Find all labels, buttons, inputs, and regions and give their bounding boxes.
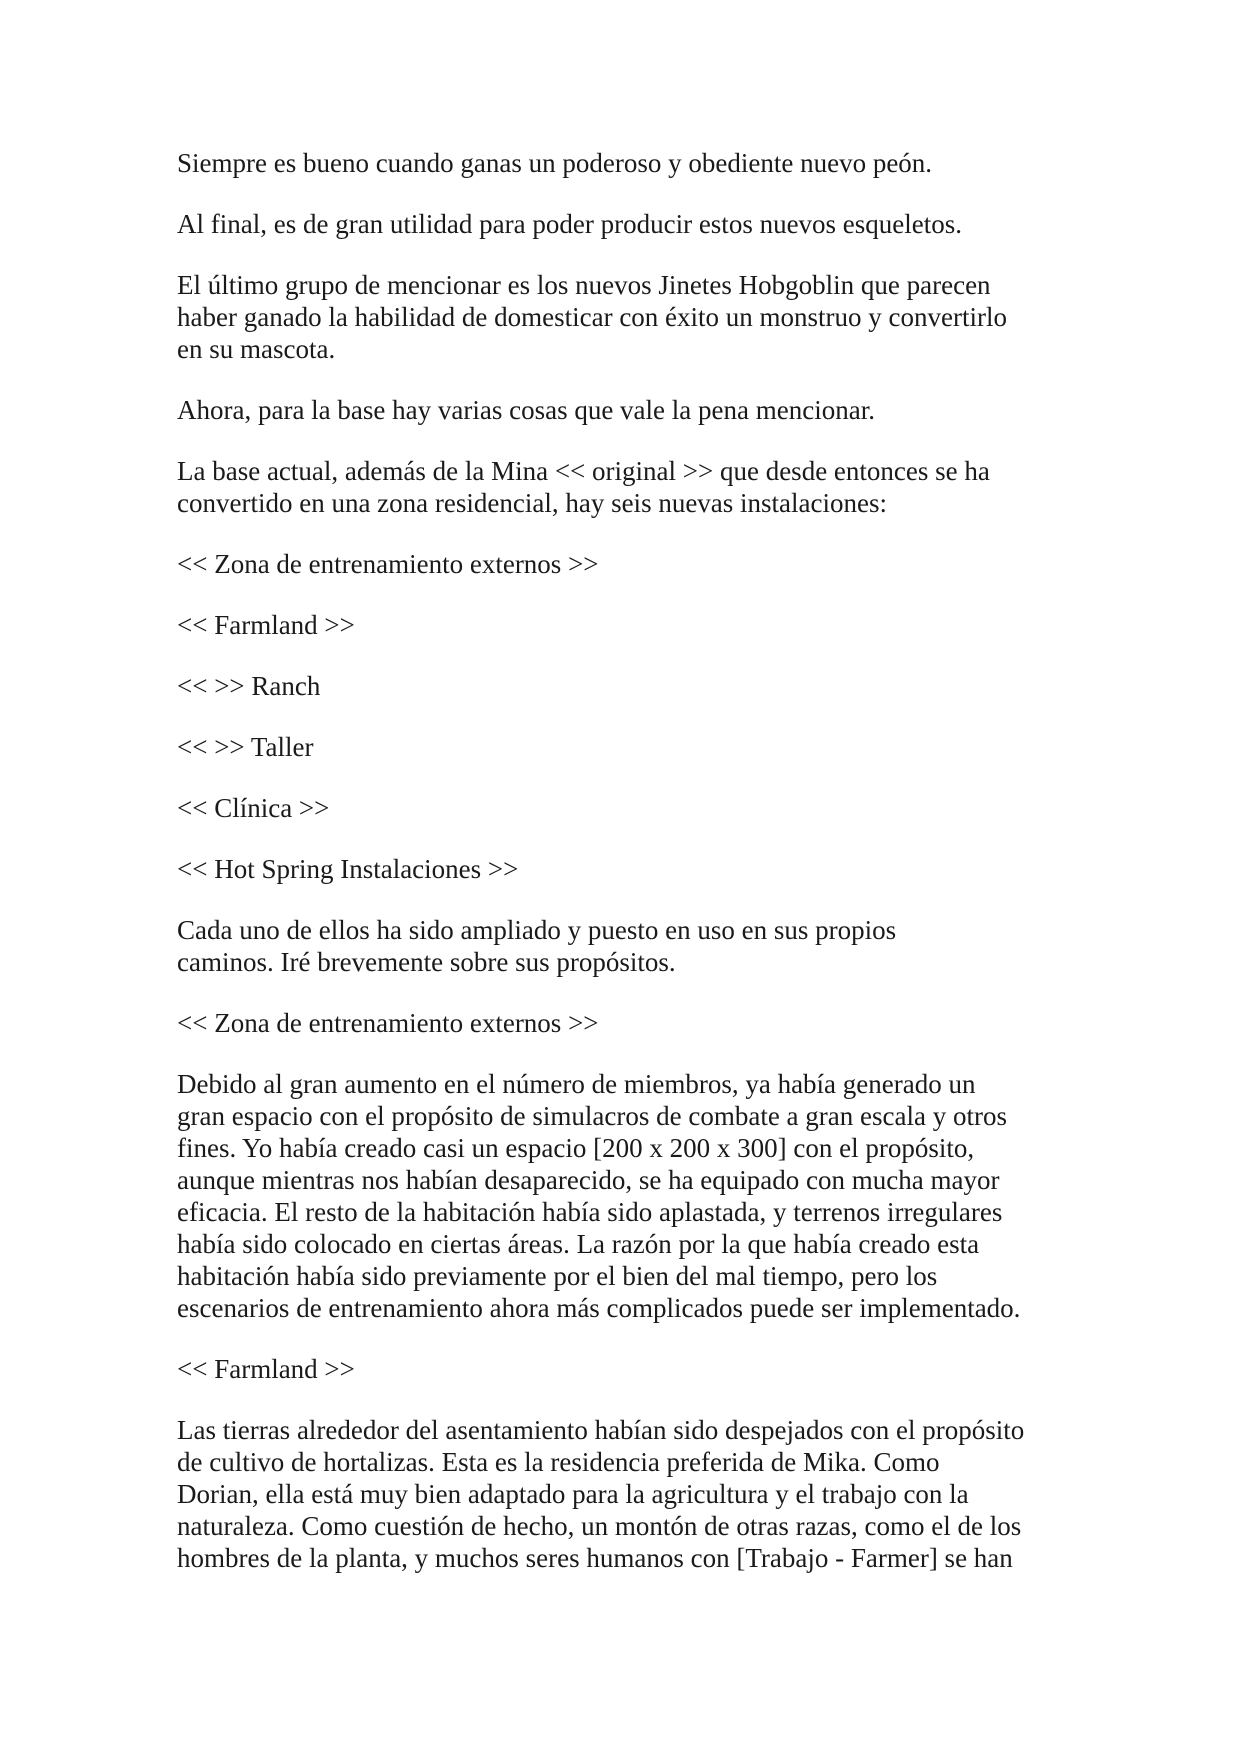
text-line: << >> Ranch: [177, 671, 321, 701]
text-line: aunque mientras nos habían desaparecido, se ha equipado con mucha mayor: [177, 1165, 1000, 1195]
text-line: << Clínica >>: [177, 793, 330, 823]
text-line: fines. Yo había creado casi un espacio [200 x 200 x 300] con el propósito,: [177, 1133, 975, 1163]
paragraph: [177, 792, 1082, 824]
text-line: caminos. Iré brevemente sobre sus propósitos.: [177, 947, 676, 977]
text-line: << Zona de entrenamiento externos >>: [177, 549, 599, 579]
paragraph: [177, 670, 1082, 702]
document-body: [177, 147, 1082, 1603]
text-line: convertido en una zona residencial, hay seis nuevas instalaciones:: [177, 488, 888, 518]
paragraph: [177, 731, 1082, 763]
paragraph: [177, 1353, 1082, 1385]
text-line: Al final, es de gran utilidad para poder producir estos nuevos esqueletos.: [177, 209, 963, 239]
text-line: eficacia. El resto de la habitación había sido aplastada, y terrenos irregulares: [177, 1197, 1003, 1227]
paragraph: [177, 609, 1082, 641]
text-line: haber ganado la habilidad de domesticar con éxito un monstruo y convertirlo: [177, 302, 1007, 332]
text-line: naturaleza. Como cuestión de hecho, un montón de otras razas, como el de los: [177, 1511, 1022, 1541]
text-line: Cada uno de ellos ha sido ampliado y puesto en uso en sus propios: [177, 915, 897, 945]
text-line: Las tierras alrededor del asentamiento habían sido despejados con el propósito: [177, 1415, 1025, 1445]
text-line: << Zona de entrenamiento externos >>: [177, 1008, 599, 1038]
paragraph: [177, 853, 1082, 885]
paragraph: [177, 914, 1082, 978]
paragraph: [177, 394, 1082, 426]
paragraph: [177, 269, 1082, 365]
paragraph: [177, 208, 1082, 240]
text-line: << Farmland >>: [177, 1354, 355, 1384]
paragraph: [177, 455, 1082, 519]
text-line: escenarios de entrenamiento ahora más complicados puede ser implementado.: [177, 1293, 1021, 1323]
text-line: Ahora, para la base hay varias cosas que vale la pena mencionar.: [177, 395, 875, 425]
text-line: hombres de la planta, y muchos seres humanos con [Trabajo - Farmer] se han: [177, 1543, 1013, 1573]
paragraph: [177, 1007, 1082, 1039]
paragraph: [177, 548, 1082, 580]
text-line: Siempre es bueno cuando ganas un poderoso y obediente nuevo peón.: [177, 148, 933, 178]
text-line: El último grupo de mencionar es los nuevos Jinetes Hobgoblin que parecen: [177, 270, 991, 300]
text-line: gran espacio con el propósito de simulacros de combate a gran escala y otros: [177, 1101, 1007, 1131]
text-line: << Hot Spring Instalaciones >>: [177, 854, 519, 884]
text-line: La base actual, además de la Mina << original >> que desde entonces se ha: [177, 456, 990, 486]
text-line: Dorian, ella está muy bien adaptado para la agricultura y el trabajo con la: [177, 1479, 969, 1509]
text-line: << >> Taller: [177, 732, 314, 762]
text-line: << Farmland >>: [177, 610, 355, 640]
paragraph: [177, 1414, 1082, 1574]
paragraph: [177, 147, 1082, 179]
paragraph: [177, 1068, 1082, 1324]
text-line: habitación había sido previamente por el bien del mal tiempo, pero los: [177, 1261, 938, 1291]
text-line: había sido colocado en ciertas áreas. La razón por la que había creado esta: [177, 1229, 980, 1259]
text-line: Debido al gran aumento en el número de miembros, ya había generado un: [177, 1069, 976, 1099]
text-line: de cultivo de hortalizas. Esta es la residencia preferida de Mika. Como: [177, 1447, 940, 1477]
text-line: en su mascota.: [177, 334, 336, 364]
